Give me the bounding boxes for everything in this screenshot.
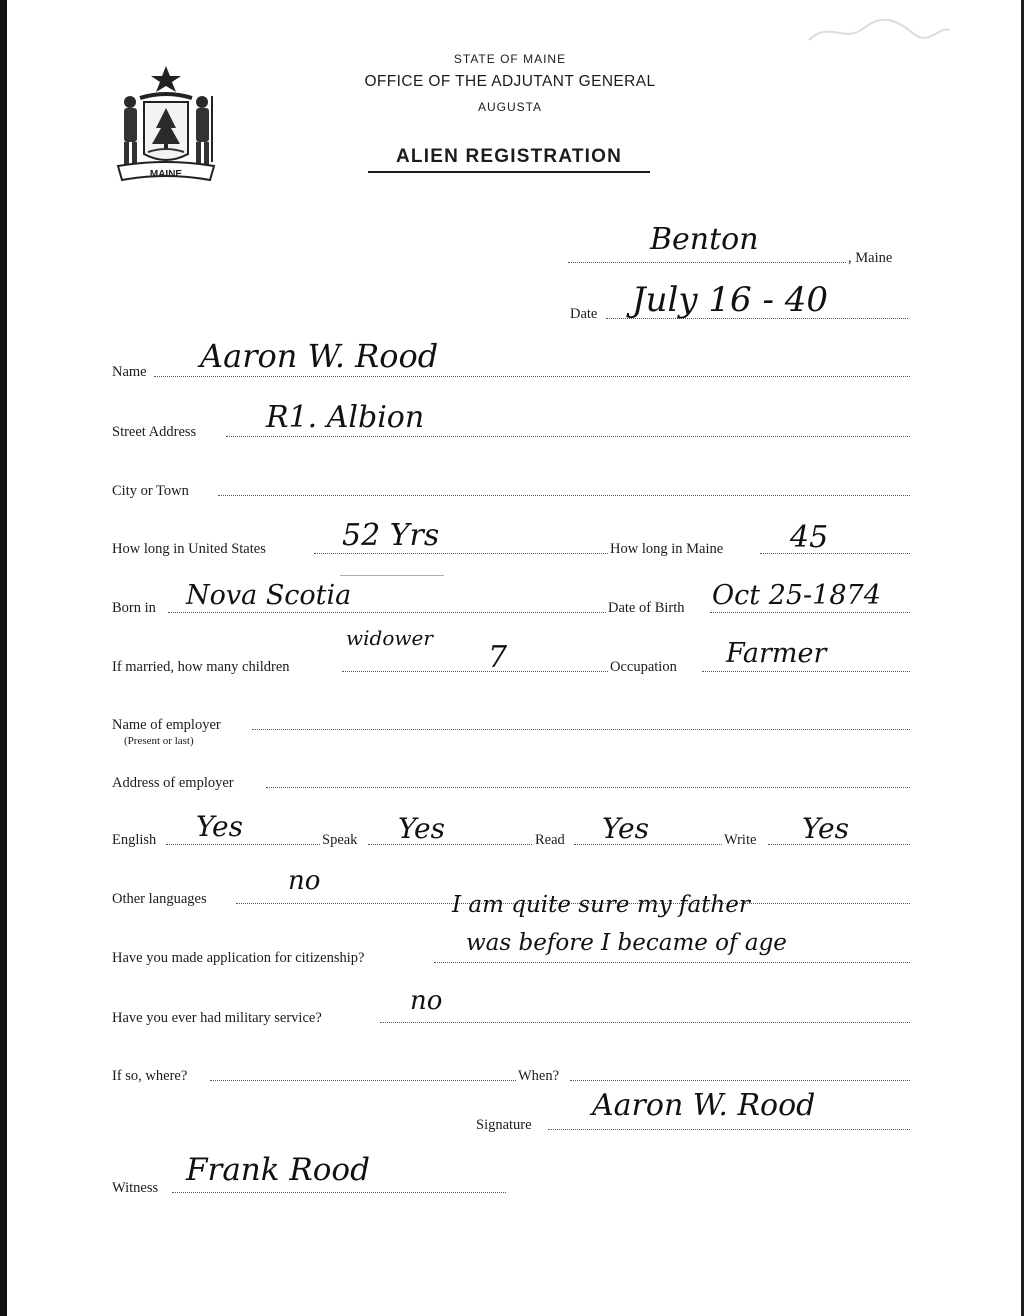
speak-label: Speak	[322, 832, 358, 848]
name-label: Name	[112, 364, 147, 380]
how-long-us-line	[314, 553, 608, 554]
witness-value[interactable]: Frank Rood	[186, 1152, 370, 1188]
employer-name-sublabel: (Present or last)	[124, 735, 194, 747]
write-value[interactable]: Yes	[802, 812, 849, 845]
other-languages-label: Other languages	[112, 891, 207, 907]
header-office: OFFICE OF THE ADJUTANT GENERAL	[364, 73, 656, 90]
place-suffix: , Maine	[848, 250, 893, 266]
born-in-value[interactable]: Nova Scotia	[186, 580, 352, 611]
header-city: AUGUSTA	[477, 100, 543, 114]
faded-pencil-mark	[804, 14, 954, 50]
city-label: City or Town	[112, 483, 189, 499]
employer-name-line	[252, 729, 910, 730]
witness-line	[172, 1192, 506, 1193]
citizenship-value-line1[interactable]: I am quite sure my father	[452, 892, 750, 918]
military-label: Have you ever had military service?	[112, 1010, 322, 1026]
where-line	[210, 1080, 516, 1081]
street-address-line	[226, 436, 910, 437]
children-value[interactable]: 7	[488, 640, 508, 675]
english-line	[166, 844, 320, 845]
military-value[interactable]: no	[410, 986, 443, 1016]
place-value[interactable]: Benton	[650, 222, 759, 257]
date-label: Date	[570, 306, 598, 322]
employer-address-label: Address of employer	[112, 775, 234, 791]
when-line	[570, 1080, 910, 1081]
date-of-birth-line	[710, 612, 910, 613]
citizenship-line	[434, 962, 910, 963]
header-state: STATE OF MAINE	[453, 52, 567, 66]
where-label: If so, where?	[112, 1068, 188, 1084]
english-label: English	[112, 832, 157, 848]
signature-line	[548, 1129, 910, 1130]
date-of-birth-value[interactable]: Oct 25-1874	[712, 580, 881, 611]
occupation-value[interactable]: Farmer	[726, 638, 827, 669]
how-long-maine-label: How long in Maine	[610, 541, 724, 557]
date-value[interactable]: July 16 - 40	[632, 280, 829, 320]
seal-scroll-text: MAINE	[149, 169, 183, 180]
place-line	[568, 262, 846, 263]
other-languages-value[interactable]: no	[288, 866, 321, 896]
children-line	[342, 671, 608, 672]
signature-label: Signature	[476, 1117, 532, 1133]
name-value[interactable]: Aaron W. Rood	[200, 337, 439, 375]
how-long-us-label: How long in United States	[112, 541, 266, 557]
write-label: Write	[724, 832, 757, 848]
read-value[interactable]: Yes	[602, 812, 649, 845]
speak-value[interactable]: Yes	[398, 812, 445, 845]
city-line	[218, 495, 910, 496]
born-in-line	[168, 612, 606, 613]
occupation-label: Occupation	[610, 659, 677, 675]
scan-border-left	[0, 0, 7, 1316]
signature-value[interactable]: Aaron W. Rood	[592, 1088, 816, 1123]
form-title: ALIEN REGISTRATION	[368, 146, 650, 173]
witness-label: Witness	[112, 1180, 159, 1196]
when-label: When?	[518, 1068, 560, 1084]
maine-state-seal-icon	[110, 62, 222, 190]
children-note: widower	[346, 626, 433, 650]
speak-line	[368, 844, 532, 845]
citizenship-value-line2[interactable]: was before I became of age	[466, 930, 787, 956]
street-address-value[interactable]: R1. Albion	[266, 400, 425, 435]
employer-address-line	[266, 787, 910, 788]
how-long-maine-line	[760, 553, 910, 554]
read-label: Read	[535, 832, 565, 848]
occupation-line	[702, 671, 910, 672]
english-value[interactable]: Yes	[196, 810, 243, 843]
employer-name-label: Name of employer	[112, 717, 221, 733]
how-long-us-value[interactable]: 52 Yrs	[342, 518, 440, 553]
citizenship-label: Have you made application for citizenship?	[112, 950, 365, 966]
children-label: If married, how many children	[112, 659, 290, 675]
street-address-label: Street Address	[112, 424, 197, 440]
name-line	[154, 376, 910, 377]
date-of-birth-label: Date of Birth	[608, 600, 685, 616]
military-line	[380, 1022, 910, 1023]
born-in-label: Born in	[112, 600, 156, 616]
pencil-stroke	[340, 575, 444, 576]
how-long-maine-value[interactable]: 45	[790, 520, 829, 555]
